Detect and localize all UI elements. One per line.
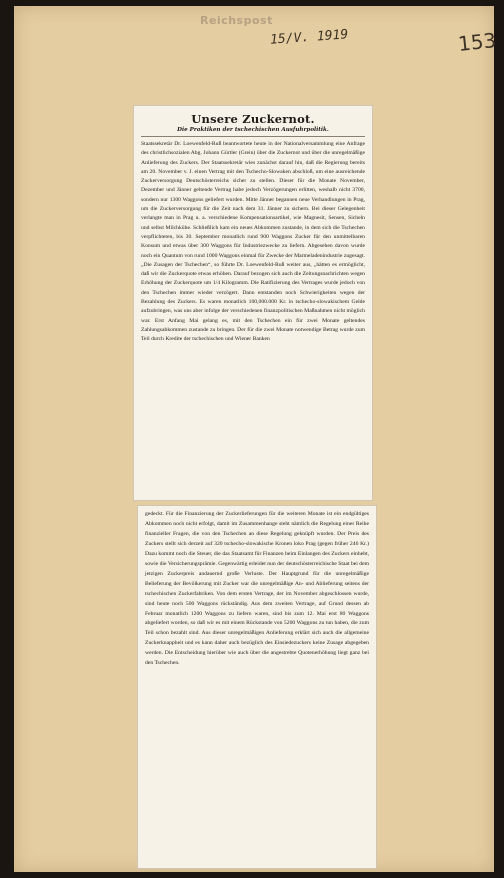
article-body-part-1: Staatssekretär Dr. Loewenfeld-Ruß beantwortete heute in der Nationalversammlung eine Anfrage des christlichsozialen Abg. Johann Gürtler (Grein) über die Zuckernot und über die unregelmäßige Anlieferung des Zuckers. Der Staatssekretär wies zunächst darauf hin, daß die Regierung bereits am 20. November v. J. einen Vertrag mit den Tschecho-Slowaken abschloß, um eine ausreichende Zuckerversorgung Deutschösterreichs sicher zu stellen. Dieser für die Monate November, Dezember und Jänner geltende Vertrag habe jedoch Verzögerungen erlitten, weshalb nicht 3700, sondern nur 1300 Waggons geliefert wurden. Mitte Jänner begannen neue Verhandlungen in Prag, um die Zuckerversorgung für die Zeit nach dem 31. Jänner zu sichern. Bei dieser Gelegenheit verlangte man in Prag u. a. verschiedene Kompensationsartikel, wie Magnesit, Sensen, Sicheln und selbst Milchkühe. Schließlich kam ein neues Abkommen zustande, in dem sich die Tschechen verpflichteten, bis 30. September monatlich rund 900 Waggons Zucker für den unmittelbaren Konsum und etwas über 300 Waggons für Industriezwecke zu liefern. Abgesehen davon wurde noch ein Quantum von rund 1000 Waggons einmal für Zwecke der Marmeladenindustrie zugesagt. „Die Zusagen der Tschechen“, so führte Dr. Loewenfeld-Ruß weiter aus, „hätten es ermöglicht, daß wir die Zuckerquote etwas erhöhen. Darauf bezogen sich auch die Zeitungsnachrichten wegen Erhöhung der Zuckerquote um 1/4 Kilogramm. Die Ratifizierung des Vertrages wurde jedoch von den Tschechen immer wieder verzögert. Dann entstanden noch Schwierigkeiten wegen der Bezahlung des Zuckers. Es waren monatlich 100,000.000 Kr. in tschecho-slowakischem Gelde aufzubringen, was uns aber infolge der verschiedenen finanzpolitischen Maßnahmen nicht möglich war. Erst Anfang Mai gelang es, mit den Tschechen ein für zwei Monate geltendes Zahlungsabkommen zustande zu bringen. Der für die zwei Monate notwendige Betrag wurde zum Teil durch Kredite der tschechischen und Wiener Banken xyxy=(141,141,365,343)
article-headline: Unsere Zuckernot. xyxy=(191,112,315,126)
clipping-part-2 xyxy=(138,506,376,868)
article-subheadline: Die Praktiken der tschechischen Ausfuhrpolitik. xyxy=(177,127,329,133)
clipping-part-1 xyxy=(134,106,372,500)
divider xyxy=(141,136,365,137)
handwritten-date: 15/V. 1919 xyxy=(269,27,349,48)
article-body-part-2: gedeckt. Für die Finanzierung der Zuckerlieferungen für die weiteren Monate ist ein endgültiges Abkommen noch nicht erfolgt, damit im Zusammenhange steht nämlich die Regelung einer Reihe finanzieller Fragen, die von den Tschechen an diese Regelung geknüpft wurden. Der Preis des Zuckers stellt sich derzeit auf 320 tschecho-slowakische Kronen loko Prag (gegen früher 246 Kr.) Dazu kommt noch die Steuer, die das Staatsamt für Finanzen beim Einlangen des Zuckers einhebt, sowie die Versicherungsprämie. Gegenwärtig erleidet nun der deutschösterreichische Staat bei dem jetzigen Zuckerpreis andauernd große Verluste. Der Hauptgrund für die unregelmäßige Belieferung der Bevölkerung mit Zucker war die unregelmäßige An- und Ablieferung seitens der tschechischen Zuckerfabriken. Von dem ersten Vertrage, der im November abgeschlossen wurde, sind heute noch 500 Waggons rückständig. Aus dem zweiten Vertrage, auf Grund dessen ab Februar monatlich 1200 Waggons zu liefern waren, sind bis zum 12. Mai erst 80 Waggons abgeliefert worden, so daß wir es mit einem Rückstande von 5200 Waggons zu tun haben, die zum Teil schon bezahlt sind. Aus dieser unregelmäßigen Anlieferung erklärt sich auch die allgemeine Zuckerknappheit und es kann daher auch bezüglich des Einsiedezuckers keine Zusage abgegeben werden. Die Entscheidung hierüber wie auch über die angestrebte Quotenerhöhung liegt ganz bei den Tschechen. xyxy=(145,511,369,667)
page-number: 153 xyxy=(456,28,498,56)
newspaper-stamp: Reichspost xyxy=(200,14,273,27)
